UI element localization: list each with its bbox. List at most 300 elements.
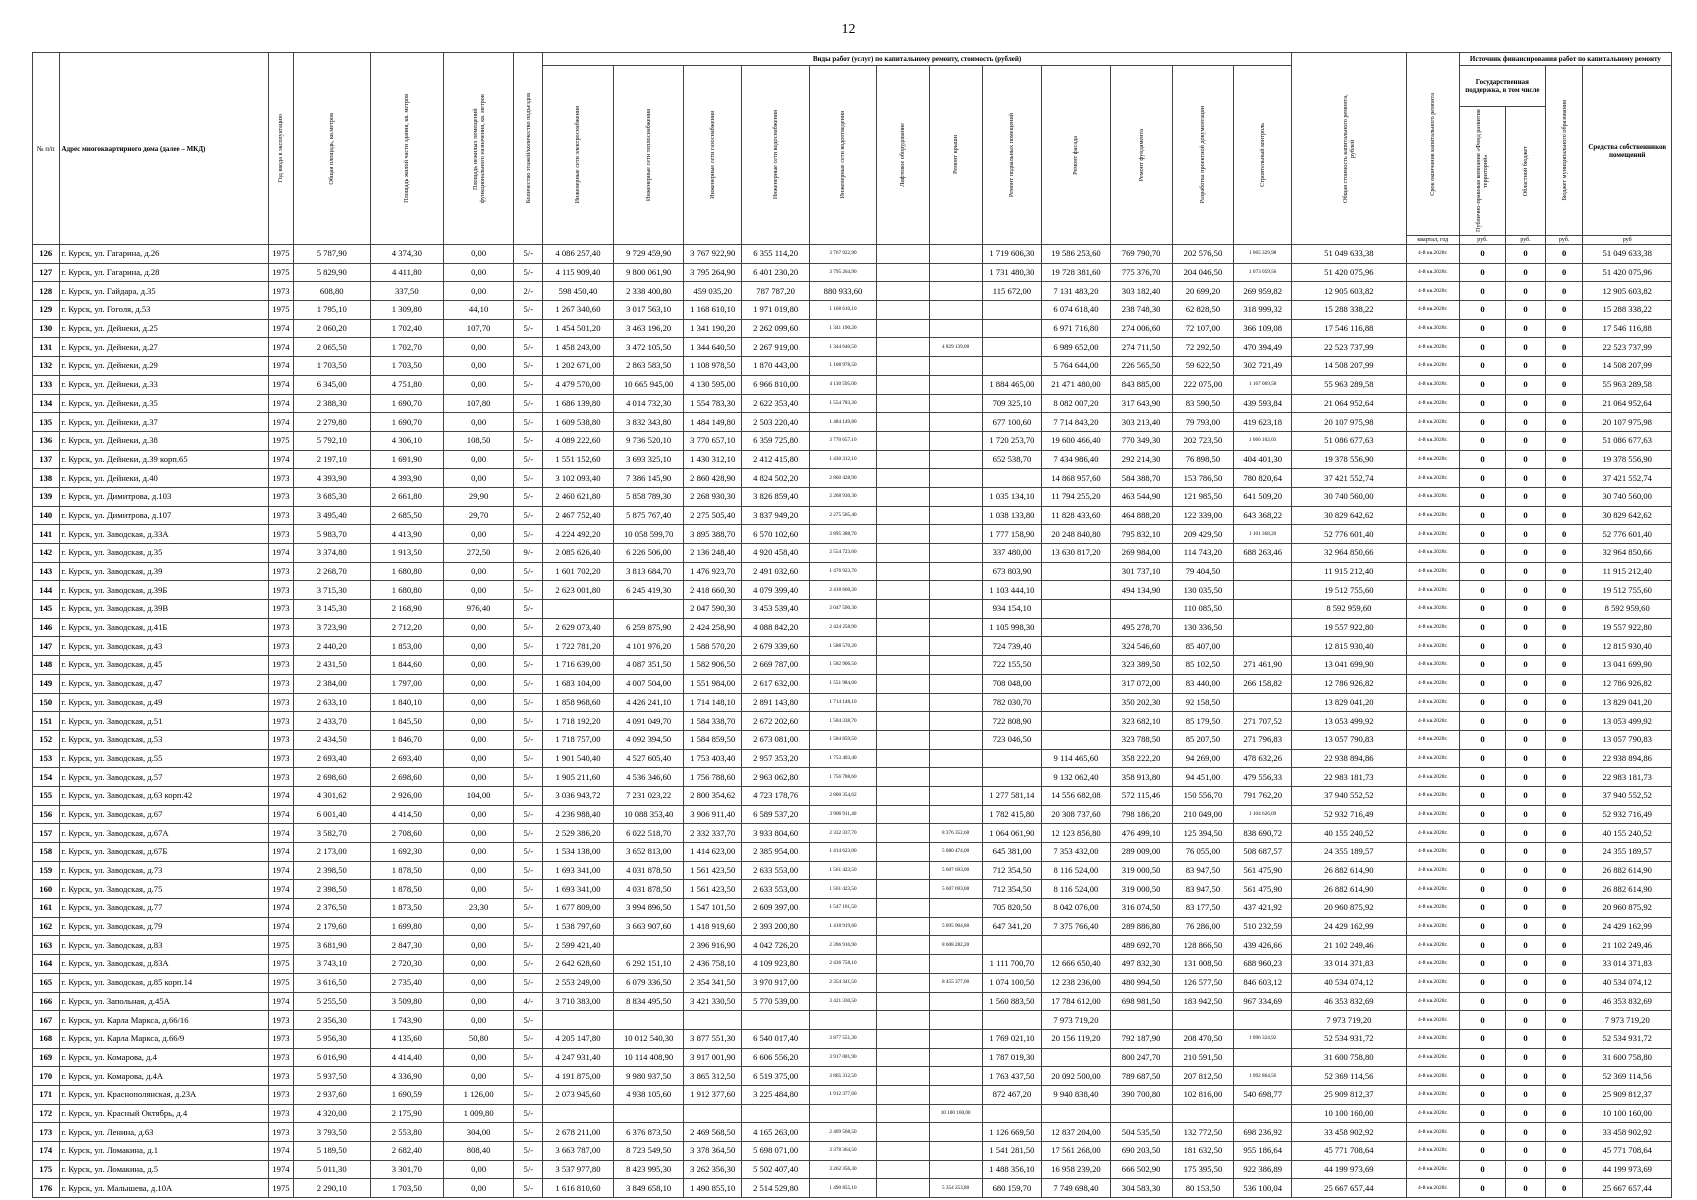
cell-regional-budget: 0 <box>1506 936 1546 955</box>
cell-water: 2 669 787,00 <box>741 656 809 675</box>
cell-living-area: 1 840,10 <box>370 693 443 712</box>
cell-owners-funds: 52 369 114,56 <box>1583 1067 1672 1086</box>
table-row <box>33 301 1672 320</box>
cell-roof: 8 608 282,20 <box>929 936 982 955</box>
cell-basement <box>982 357 1042 376</box>
cell-total-area: 5 255,50 <box>293 992 370 1011</box>
cell-foundation: 226 565,50 <box>1110 357 1172 376</box>
cell-regional-budget: 0 <box>1506 338 1546 357</box>
cell-total-area: 6 016,90 <box>293 1048 370 1067</box>
cell-regional-budget: 0 <box>1506 1067 1546 1086</box>
cell-deadline: 4-й кв.2028г. <box>1406 394 1459 413</box>
cell-gas: 3 895 388,70 <box>684 525 741 544</box>
cell-fund: 0 <box>1459 375 1505 394</box>
cell-design-docs: 126 577,50 <box>1172 973 1234 992</box>
cell-heat: 9 980 937,50 <box>613 1067 684 1086</box>
cell-heat <box>613 1011 684 1030</box>
cell-heat: 9 800 061,90 <box>613 263 684 282</box>
cell-roof: 5 095 904,80 <box>929 917 982 936</box>
cell-fund: 0 <box>1459 544 1505 563</box>
cell-facade: 7 714 843,20 <box>1042 413 1110 432</box>
cell-total-area: 2 398,50 <box>293 861 370 880</box>
cell-sewer <box>810 1104 876 1123</box>
cell-sewer: 1 588 570,20 <box>810 637 876 656</box>
cell-facade: 20 156 119,20 <box>1042 1029 1110 1048</box>
cell-regional-budget: 0 <box>1506 899 1546 918</box>
cell-elevator <box>876 1160 929 1179</box>
table-row <box>33 469 1672 488</box>
table-row <box>33 525 1672 544</box>
cell-num: 176 <box>33 1179 60 1198</box>
cell-construction-control: 698 236,92 <box>1234 1123 1292 1142</box>
cell-total-area: 4 301,62 <box>293 786 370 805</box>
cell-elevator <box>876 637 929 656</box>
cell-design-docs: 83 440,00 <box>1172 674 1234 693</box>
cell-year: 1974 <box>269 544 293 563</box>
cell-total-cost: 51 420 075,96 <box>1291 263 1406 282</box>
cell-nonres-area: 0,00 <box>443 955 514 974</box>
cell-address: г. Курск, ул. Заводская, д.51 <box>59 712 269 731</box>
cell-water: 2 393 200,80 <box>741 917 809 936</box>
cell-sewer: 2 275 505,40 <box>810 506 876 525</box>
cell-address: г. Курск, ул. Дейнеки, д.27 <box>59 338 269 357</box>
cell-floors: 5/- <box>514 693 543 712</box>
table-row <box>33 618 1672 637</box>
cell-year: 1973 <box>269 600 293 619</box>
cell-basement: 645 381,00 <box>982 843 1042 862</box>
cell-foundation: 289 009,00 <box>1110 843 1172 862</box>
cell-year: 1974 <box>269 413 293 432</box>
cell-total-cost: 8 592 959,60 <box>1291 600 1406 619</box>
cell-elevator <box>876 973 929 992</box>
cell-elevator <box>876 749 929 768</box>
cell-owners-funds: 37 421 552,74 <box>1583 469 1672 488</box>
cell-fund: 0 <box>1459 581 1505 600</box>
cell-owners-funds: 13 053 499,92 <box>1583 712 1672 731</box>
cell-living-area: 1 699,80 <box>370 917 443 936</box>
cell-year: 1973 <box>269 1085 293 1104</box>
cell-basement: 1 719 606,30 <box>982 245 1042 264</box>
cell-nonres-area: 0,00 <box>443 413 514 432</box>
cell-year: 1974 <box>269 319 293 338</box>
cell-owners-funds: 10 100 160,00 <box>1583 1104 1672 1123</box>
cell-electric: 2 085 626,40 <box>543 544 614 563</box>
cell-year: 1974 <box>269 357 293 376</box>
cell-heat: 4 014 732,30 <box>613 394 684 413</box>
table-body <box>33 245 1672 1198</box>
cell-total-area: 4 320,00 <box>293 1104 370 1123</box>
cell-regional-budget: 0 <box>1506 562 1546 581</box>
table-row <box>33 413 1672 432</box>
cell-sewer: 1 484 149,80 <box>810 413 876 432</box>
cell-address: г. Курск, ул. Дейнеки, д.29 <box>59 357 269 376</box>
cell-address: г. Курск, ул. Димитрова, д.107 <box>59 506 269 525</box>
cell-num: 142 <box>33 544 60 563</box>
cell-facade: 14 556 682,08 <box>1042 786 1110 805</box>
table-row <box>33 487 1672 506</box>
cell-design-docs: 79 404,50 <box>1172 562 1234 581</box>
cell-water: 5 770 539,00 <box>741 992 809 1011</box>
cell-num: 133 <box>33 375 60 394</box>
cell-total-area: 2 268,70 <box>293 562 370 581</box>
cell-water: 3 225 484,80 <box>741 1085 809 1104</box>
cell-floors: 5/- <box>514 955 543 974</box>
cell-floors: 5/- <box>514 245 543 264</box>
cell-heat: 10 665 945,00 <box>613 375 684 394</box>
cell-living-area: 1 692,30 <box>370 843 443 862</box>
cell-sewer: 2 268 930,30 <box>810 487 876 506</box>
cell-roof <box>929 562 982 581</box>
cell-sewer: 1 561 423,50 <box>810 880 876 899</box>
cell-foundation: 358 222,20 <box>1110 749 1172 768</box>
cell-fund: 0 <box>1459 1179 1505 1198</box>
cell-fund: 0 <box>1459 917 1505 936</box>
cell-deadline: 4-й кв.2028г. <box>1406 263 1459 282</box>
cell-gas: 2 424 258,90 <box>684 618 741 637</box>
cell-total-cost: 15 288 338,22 <box>1291 301 1406 320</box>
cell-address: г. Курск, ул. Заводская, д.43 <box>59 637 269 656</box>
cell-elevator <box>876 581 929 600</box>
cell-nonres-area: 0,00 <box>443 843 514 862</box>
cell-owners-funds: 32 964 850,66 <box>1583 544 1672 563</box>
cell-facade <box>1042 693 1110 712</box>
cell-num: 159 <box>33 861 60 880</box>
cell-address: г. Курск, ул. Заводская, д.79 <box>59 917 269 936</box>
cell-num: 131 <box>33 338 60 357</box>
cell-fund: 0 <box>1459 955 1505 974</box>
cell-electric: 2 599 421,40 <box>543 936 614 955</box>
cell-total-area: 5 011,30 <box>293 1160 370 1179</box>
cell-design-docs: 76 898,50 <box>1172 450 1234 469</box>
cell-total-cost: 33 014 371,83 <box>1291 955 1406 974</box>
cell-design-docs: 122 339,00 <box>1172 506 1234 525</box>
cell-heat: 6 292 151,10 <box>613 955 684 974</box>
cell-year: 1973 <box>269 469 293 488</box>
cell-basement: 115 672,00 <box>982 282 1042 301</box>
cell-roof <box>929 394 982 413</box>
cell-facade: 9 132 062,40 <box>1042 768 1110 787</box>
cell-floors: 5/- <box>514 338 543 357</box>
cell-gas: 2 332 337,70 <box>684 824 741 843</box>
cell-construction-control: 508 687,57 <box>1234 843 1292 862</box>
cell-heat: 7 386 145,90 <box>613 469 684 488</box>
cell-heat: 3 663 907,60 <box>613 917 684 936</box>
cell-fund: 0 <box>1459 245 1505 264</box>
cell-municipal-budget: 0 <box>1545 450 1583 469</box>
cell-floors: 5/- <box>514 394 543 413</box>
cell-living-area: 2 712,20 <box>370 618 443 637</box>
cell-foundation: 238 748,30 <box>1110 301 1172 320</box>
cell-basement <box>982 319 1042 338</box>
cell-address: г. Курск, ул. Заводская, д.41Б <box>59 618 269 637</box>
cell-floors: 5/- <box>514 525 543 544</box>
cell-year: 1973 <box>269 1011 293 1030</box>
cell-gas: 1 476 923,70 <box>684 562 741 581</box>
cell-year: 1975 <box>269 936 293 955</box>
cell-total-cost: 13 041 699,90 <box>1291 656 1406 675</box>
cell-elevator <box>876 861 929 880</box>
cell-municipal-budget: 0 <box>1545 1011 1583 1030</box>
cell-floors: 5/- <box>514 1142 543 1161</box>
cell-roof: 5 607 693,00 <box>929 861 982 880</box>
cell-year: 1974 <box>269 843 293 862</box>
cell-facade: 7 131 483,20 <box>1042 282 1110 301</box>
cell-regional-budget: 0 <box>1506 431 1546 450</box>
cell-year: 1975 <box>269 955 293 974</box>
cell-design-docs: 79 793,00 <box>1172 413 1234 432</box>
cell-elevator <box>876 1104 929 1123</box>
cell-elevator <box>876 1029 929 1048</box>
cell-foundation: 317 643,90 <box>1110 394 1172 413</box>
cell-num: 158 <box>33 843 60 862</box>
cell-total-cost: 26 882 614,90 <box>1291 880 1406 899</box>
cell-electric: 2 629 073,40 <box>543 618 614 637</box>
cell-regional-budget: 0 <box>1506 861 1546 880</box>
cell-num: 146 <box>33 618 60 637</box>
cell-heat: 4 007 504,00 <box>613 674 684 693</box>
cell-basement: 673 803,90 <box>982 562 1042 581</box>
cell-sewer: 1 584 338,70 <box>810 712 876 731</box>
cell-roof <box>929 581 982 600</box>
cell-address: г. Курск, ул. Заводская, д.49 <box>59 693 269 712</box>
header-year: Год ввода в эксплуатацию <box>269 53 293 245</box>
cell-regional-budget: 0 <box>1506 525 1546 544</box>
cell-municipal-budget: 0 <box>1545 917 1583 936</box>
cell-design-docs: 59 622,50 <box>1172 357 1234 376</box>
cell-fund: 0 <box>1459 880 1505 899</box>
cell-construction-control: 1 096 324,92 <box>1234 1029 1292 1048</box>
cell-sewer: 1 108 978,50 <box>810 357 876 376</box>
cell-gas: 1 753 403,40 <box>684 749 741 768</box>
cell-electric: 4 191 875,00 <box>543 1067 614 1086</box>
cell-owners-funds: 52 534 931,72 <box>1583 1029 1672 1048</box>
cell-sewer: 1 912 377,60 <box>810 1085 876 1104</box>
cell-regional-budget: 0 <box>1506 805 1546 824</box>
cell-living-area: 1 680,80 <box>370 581 443 600</box>
cell-address: г. Курск, ул. Карла Маркса, д.66/16 <box>59 1011 269 1030</box>
cell-address: г. Курск, ул. Заводская, д.67А <box>59 824 269 843</box>
cell-electric: 4 236 988,40 <box>543 805 614 824</box>
cell-nonres-area: 50,80 <box>443 1029 514 1048</box>
cell-roof: 5 354 253,80 <box>929 1179 982 1198</box>
cell-water: 6 359 725,80 <box>741 431 809 450</box>
cell-regional-budget: 0 <box>1506 786 1546 805</box>
cell-facade: 7 749 698,40 <box>1042 1179 1110 1198</box>
cell-nonres-area: 304,00 <box>443 1123 514 1142</box>
cell-nonres-area: 0,00 <box>443 637 514 656</box>
cell-water: 6 966 810,00 <box>741 375 809 394</box>
cell-address: г. Курск, ул. Ломакина, д.5 <box>59 1160 269 1179</box>
cell-total-area: 5 937,50 <box>293 1067 370 1086</box>
cell-floors: 5/- <box>514 562 543 581</box>
cell-electric: 1 686 139,80 <box>543 394 614 413</box>
cell-construction-control: 318 999,32 <box>1234 301 1292 320</box>
cell-roof <box>929 506 982 525</box>
cell-fund: 0 <box>1459 1104 1505 1123</box>
cell-num: 139 <box>33 487 60 506</box>
cell-basement <box>982 1011 1042 1030</box>
cell-municipal-budget: 0 <box>1545 786 1583 805</box>
cell-total-area: 5 189,50 <box>293 1142 370 1161</box>
table-row <box>33 600 1672 619</box>
header-work-10: Разработка проектной документации <box>1172 66 1234 245</box>
cell-heat: 2 863 583,50 <box>613 357 684 376</box>
cell-num: 150 <box>33 693 60 712</box>
cell-floors: 5/- <box>514 301 543 320</box>
cell-nonres-area: 0,00 <box>443 693 514 712</box>
cell-facade: 6 074 618,40 <box>1042 301 1110 320</box>
cell-municipal-budget: 0 <box>1545 506 1583 525</box>
cell-nonres-area: 808,40 <box>443 1142 514 1161</box>
cell-roof <box>929 282 982 301</box>
cell-deadline: 4-й кв.2028г. <box>1406 1085 1459 1104</box>
cell-floors: 5/- <box>514 1011 543 1030</box>
cell-nonres-area: 107,80 <box>443 394 514 413</box>
cell-floors: 5/- <box>514 600 543 619</box>
cell-construction-control: 1 065 329,98 <box>1234 245 1292 264</box>
cell-water: 2 385 954,00 <box>741 843 809 862</box>
cell-electric: 1 458 243,00 <box>543 338 614 357</box>
cell-num: 152 <box>33 730 60 749</box>
cell-regional-budget: 0 <box>1506 469 1546 488</box>
cell-floors: 5/- <box>514 1123 543 1142</box>
cell-facade <box>1042 618 1110 637</box>
cell-nonres-area: 0,00 <box>443 469 514 488</box>
cell-year: 1973 <box>269 1029 293 1048</box>
cell-fund: 0 <box>1459 1029 1505 1048</box>
cell-year: 1973 <box>269 618 293 637</box>
cell-sewer: 2 469 568,50 <box>810 1123 876 1142</box>
cell-facade: 6 989 652,00 <box>1042 338 1110 357</box>
cell-elevator <box>876 917 929 936</box>
cell-gas: 1 344 640,50 <box>684 338 741 357</box>
cell-total-cost: 24 429 162,99 <box>1291 917 1406 936</box>
cell-roof <box>929 357 982 376</box>
cell-construction-control: 1 104 626,09 <box>1234 805 1292 824</box>
cell-heat <box>613 1104 684 1123</box>
cell-sewer: 1 341 190,20 <box>810 319 876 338</box>
cell-num: 162 <box>33 917 60 936</box>
cell-nonres-area: 976,40 <box>443 600 514 619</box>
cell-basement: 1 126 669,50 <box>982 1123 1042 1142</box>
cell-elevator <box>876 1123 929 1142</box>
cell-nonres-area: 107,70 <box>443 319 514 338</box>
cell-construction-control <box>1234 637 1292 656</box>
cell-year: 1974 <box>269 1142 293 1161</box>
cell-municipal-budget: 0 <box>1545 469 1583 488</box>
cell-nonres-area: 0,00 <box>443 992 514 1011</box>
cell-design-docs: 94 451,00 <box>1172 768 1234 787</box>
cell-num: 170 <box>33 1067 60 1086</box>
cell-owners-funds: 30 829 642,62 <box>1583 506 1672 525</box>
cell-elevator <box>876 525 929 544</box>
cell-electric: 4 224 492,20 <box>543 525 614 544</box>
cell-fund: 0 <box>1459 618 1505 637</box>
cell-gas: 3 906 911,40 <box>684 805 741 824</box>
cell-deadline: 4-й кв.2028г. <box>1406 301 1459 320</box>
header-unit-municipal: руб. <box>1545 236 1583 245</box>
cell-roof <box>929 375 982 394</box>
cell-total-cost: 12 815 930,40 <box>1291 637 1406 656</box>
cell-address: г. Курск, ул. Заводская, д.83 <box>59 936 269 955</box>
cell-sewer: 3 421 330,50 <box>810 992 876 1011</box>
cell-municipal-budget: 0 <box>1545 487 1583 506</box>
cell-address: г. Курск, ул. Заводская, д.57 <box>59 768 269 787</box>
header-municipal-budget: Бюджет муниципального образования <box>1545 66 1583 236</box>
cell-fund: 0 <box>1459 1142 1505 1161</box>
cell-regional-budget: 0 <box>1506 992 1546 1011</box>
cell-facade: 12 123 856,80 <box>1042 824 1110 843</box>
cell-num: 136 <box>33 431 60 450</box>
table-row <box>33 544 1672 563</box>
cell-deadline: 4-й кв.2028г. <box>1406 730 1459 749</box>
cell-living-area: 4 413,90 <box>370 525 443 544</box>
cell-year: 1973 <box>269 674 293 693</box>
cell-owners-funds: 7 973 719,20 <box>1583 1011 1672 1030</box>
header-work-2: Инженерные сети газоснабжения <box>684 66 741 245</box>
cell-floors: 5/- <box>514 319 543 338</box>
cell-gas: 1 582 906,50 <box>684 656 741 675</box>
cell-design-docs: 85 102,50 <box>1172 656 1234 675</box>
cell-fund: 0 <box>1459 1067 1505 1086</box>
cell-num: 155 <box>33 786 60 805</box>
cell-heat: 4 527 605,40 <box>613 749 684 768</box>
cell-basement: 1 782 415,80 <box>982 805 1042 824</box>
cell-electric: 1 616 810,60 <box>543 1179 614 1198</box>
cell-construction-control: 922 386,89 <box>1234 1160 1292 1179</box>
cell-gas: 3 378 364,50 <box>684 1142 741 1161</box>
cell-year: 1975 <box>269 973 293 992</box>
cell-floors: 5/- <box>514 880 543 899</box>
cell-owners-funds: 11 915 212,40 <box>1583 562 1672 581</box>
cell-owners-funds: 45 771 708,64 <box>1583 1142 1672 1161</box>
cell-basement: 1 731 480,30 <box>982 263 1042 282</box>
cell-total-cost: 19 512 755,60 <box>1291 581 1406 600</box>
cell-total-area: 608,80 <box>293 282 370 301</box>
cell-elevator <box>876 600 929 619</box>
cell-sewer: 1 561 423,50 <box>810 861 876 880</box>
cell-owners-funds: 51 086 677,63 <box>1583 431 1672 450</box>
cell-elevator <box>876 899 929 918</box>
cell-elevator <box>876 282 929 301</box>
cell-facade: 7 434 986,40 <box>1042 450 1110 469</box>
cell-deadline: 4-й кв.2028г. <box>1406 469 1459 488</box>
cell-total-cost: 24 355 189,57 <box>1291 843 1406 862</box>
header-unit-owners: руб <box>1583 236 1672 245</box>
cell-municipal-budget: 0 <box>1545 712 1583 731</box>
cell-deadline: 4-й кв.2028г. <box>1406 618 1459 637</box>
cell-owners-funds: 51 049 633,38 <box>1583 245 1672 264</box>
cell-basement: 1 769 021,10 <box>982 1029 1042 1048</box>
cell-design-docs: 222 075,00 <box>1172 375 1234 394</box>
cell-water: 6 540 017,40 <box>741 1029 809 1048</box>
cell-living-area: 2 661,80 <box>370 487 443 506</box>
cell-water: 2 673 081,00 <box>741 730 809 749</box>
cell-total-area: 2 431,50 <box>293 656 370 675</box>
cell-elevator <box>876 824 929 843</box>
cell-municipal-budget: 0 <box>1545 899 1583 918</box>
cell-floors: 5/- <box>514 730 543 749</box>
cell-owners-funds: 31 600 758,80 <box>1583 1048 1672 1067</box>
cell-num: 175 <box>33 1160 60 1179</box>
cell-nonres-area: 108,50 <box>443 431 514 450</box>
cell-water: 2 514 529,80 <box>741 1179 809 1198</box>
cell-nonres-area: 0,00 <box>443 562 514 581</box>
cell-electric: 2 642 628,60 <box>543 955 614 974</box>
cell-living-area: 4 414,50 <box>370 805 443 824</box>
cell-num: 140 <box>33 506 60 525</box>
table-row <box>33 843 1672 862</box>
